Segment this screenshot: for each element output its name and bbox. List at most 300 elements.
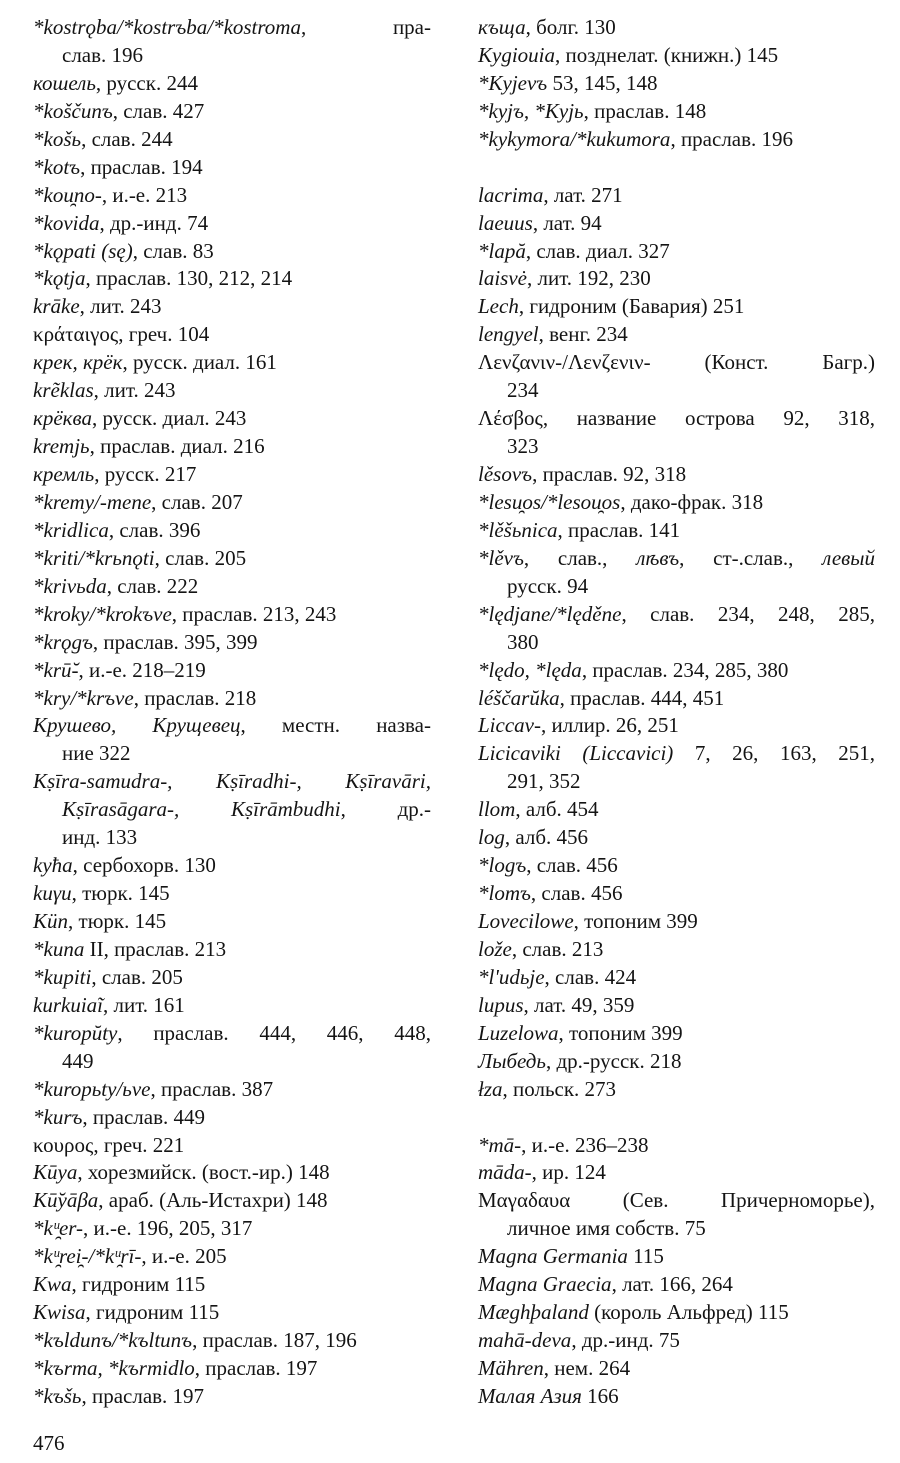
index-entry: [478, 461, 875, 489]
headword: *lěšьnica: [478, 517, 558, 542]
headword: Lovecilowe: [478, 909, 574, 933]
entry-line: [33, 964, 431, 992]
entry-text: , слав. 427: [112, 98, 205, 123]
entry-text: ние 322: [62, 741, 131, 766]
headword: lacrima: [478, 182, 544, 207]
entry-line: [478, 1159, 875, 1187]
entry-line: [33, 1104, 431, 1132]
index-entry: [478, 321, 875, 349]
headword: māda-: [478, 1160, 532, 1185]
entry-line: [478, 1020, 875, 1048]
entry-text: , польск. 273: [502, 1076, 617, 1101]
index-entry: [33, 405, 431, 433]
entry-text: , праслав. 213, 243: [171, 601, 337, 626]
headword: кремль: [33, 462, 95, 486]
entry-text: русск. 94: [507, 573, 589, 598]
index-entry: [478, 936, 875, 964]
entry-line: [478, 1383, 875, 1411]
headword: *kriti/*krьnǫti: [33, 545, 155, 570]
entry-text: , слав. 396: [108, 517, 201, 542]
entry-text: , лит. 243: [93, 378, 176, 403]
headword: mahā-deva: [478, 1328, 572, 1353]
entry-text: , праслав. диал. 216: [89, 434, 265, 459]
entry-line: [478, 182, 875, 210]
index-entry: [478, 601, 875, 657]
headword: *mā-: [478, 1132, 522, 1157]
index-entry: [33, 1243, 431, 1271]
entry-text: , топоним 399: [573, 909, 698, 933]
entry-text: , ир. 124: [531, 1160, 606, 1185]
headword: *lomъ: [478, 881, 531, 906]
headword: Magna Graecia: [478, 1272, 612, 1297]
headword: *kupiti: [33, 964, 92, 989]
entry-line: [478, 573, 875, 601]
entry-text: слав. 196: [62, 42, 144, 67]
headword: lupus: [478, 992, 524, 1017]
entry-line: [478, 265, 875, 293]
headword: *kykymora/*kukumora: [478, 126, 671, 151]
entry-line: [33, 768, 431, 796]
entry-line: [478, 908, 875, 936]
headword: Licicaviki (Liccavici): [478, 741, 674, 766]
entry-text: , слав.,: [523, 545, 637, 570]
index-entry: [33, 489, 431, 517]
entry-line: [33, 1159, 431, 1187]
entry-line: [33, 42, 431, 70]
entry-text: , др.-инд. 75: [571, 1328, 680, 1353]
headword: kyћa: [33, 853, 73, 878]
entry-line: [33, 1383, 431, 1411]
entry-line: [478, 712, 875, 740]
entry-text: , лит. 161: [102, 992, 185, 1017]
entry-line: [478, 601, 875, 629]
entry-line: [33, 852, 431, 880]
entry-text: , праслав. 444, 451: [559, 685, 725, 710]
headword: Крушево, Крущевец: [33, 713, 241, 738]
index-entry: [33, 349, 431, 377]
entry-line: [33, 1132, 431, 1160]
headword: *l'udьje: [478, 964, 545, 989]
index-entry: [33, 1020, 431, 1076]
entry-line: [478, 796, 875, 824]
entry-text: , др.-русск. 218: [545, 1048, 682, 1073]
index-entry: [33, 238, 431, 266]
entry-text: инд. 133: [62, 825, 138, 850]
headword: *kostrǫba/*kostrъba/*kostroma: [33, 15, 301, 39]
index-entry: [478, 517, 875, 545]
entry-line: [478, 433, 875, 461]
entry-line: [478, 321, 875, 349]
entry-line: [478, 489, 875, 517]
headword: *kurъ: [33, 1104, 83, 1129]
entry-line: [33, 14, 431, 42]
entry-line: [33, 265, 431, 293]
index-entry: [33, 517, 431, 545]
entry-line: [478, 964, 875, 992]
entry-line: [478, 1048, 875, 1076]
index-entry: [478, 824, 875, 852]
entry-text: , и.-е. 205: [141, 1244, 227, 1269]
index-entry: [478, 685, 875, 713]
headword: *kuropьty/ьve: [33, 1076, 151, 1101]
index-entry: [33, 1327, 431, 1355]
entry-text: , лит. 243: [79, 294, 162, 319]
entry-line: [478, 852, 875, 880]
index-entry: [33, 265, 431, 293]
headword: Liccav-: [478, 713, 541, 738]
headword: Лыбедь: [478, 1048, 546, 1073]
index-entry: [478, 1048, 875, 1076]
entry-text: личное имя собств. 75: [507, 1216, 706, 1241]
entry-text: , тюрк. 145: [71, 881, 170, 906]
entry-text: κουρος, греч. 221: [33, 1132, 185, 1157]
entry-text: , алб. 456: [504, 825, 589, 850]
entry-line: [33, 238, 431, 266]
entry-text: , слав. 83: [132, 238, 214, 263]
index-entry: [478, 545, 875, 601]
entry-text: , гидроним 115: [85, 1300, 220, 1325]
entry-line: [478, 657, 875, 685]
entry-text: , праслав. 194: [80, 154, 203, 179]
entry-text: , лат. 166, 264: [611, 1272, 733, 1297]
headword: log: [478, 825, 505, 850]
headword: *kǫpati (sę): [33, 238, 133, 263]
headword: laeuus: [478, 210, 533, 235]
index-entry: [478, 852, 875, 880]
entry-text: , и.-е. 218–219: [78, 657, 206, 682]
headword: *košь: [33, 126, 82, 151]
section-gap: [478, 1104, 875, 1132]
entry-text: Λενζανιν-/Λενζενιν- (Конст. Багр.): [478, 350, 875, 375]
entry-text: , праслав. 444, 446, 448,: [117, 1020, 431, 1045]
entry-line: [33, 685, 431, 713]
index-entry: [33, 657, 431, 685]
index-entry: [33, 712, 431, 768]
entry-text: , слав. 234, 248, 285,: [621, 601, 875, 626]
index-entry: [478, 265, 875, 293]
entry-text: , др.-инд. 74: [99, 210, 209, 235]
index-entry: [478, 1327, 875, 1355]
index-entry: [478, 489, 875, 517]
index-entry: [478, 1383, 875, 1411]
entry-line: [33, 126, 431, 154]
entry-line: [33, 210, 431, 238]
entry-text: , болг. 130: [525, 15, 616, 39]
headword: Mæghþaland: [478, 1300, 589, 1325]
index-entry: [33, 629, 431, 657]
index-entry: [33, 461, 431, 489]
section-gap: [478, 154, 875, 182]
entry-text: Μαγαδαυα (Сев. Причерноморье),: [478, 1188, 875, 1213]
headword: lože: [478, 936, 512, 961]
entry-text: , слав. диал. 327: [525, 238, 670, 263]
headword: Kygiouia: [478, 42, 555, 67]
entry-line: [33, 182, 431, 210]
index-entry: [33, 433, 431, 461]
index-entry: [478, 98, 875, 126]
entry-text: , топоним 399: [558, 1020, 683, 1045]
entry-line: [478, 768, 875, 796]
entry-text: , слав. 244: [81, 126, 173, 151]
entry-text: , слав. 207: [151, 489, 243, 514]
entry-text: 53, 145, 148: [547, 70, 658, 95]
index-entry: [478, 992, 875, 1020]
entry-text: 291, 352: [507, 769, 581, 794]
entry-text: , венг. 234: [538, 322, 628, 347]
entry-line: [478, 14, 875, 42]
headword: *kъldunъ/*kъltunъ: [33, 1328, 193, 1353]
entry-line: [478, 1271, 875, 1299]
headword: *lěvъ: [478, 545, 524, 570]
entry-text: 234: [507, 378, 539, 403]
entry-line: [33, 936, 431, 964]
headword: kurkuiaĩ: [33, 992, 103, 1017]
entry-line: [33, 293, 431, 321]
entry-line: [478, 293, 875, 321]
entry-text: , праслав. 387: [150, 1076, 274, 1101]
index-entry: [33, 545, 431, 573]
index-entry: [33, 293, 431, 321]
entry-line: [478, 824, 875, 852]
entry-line: [478, 1187, 875, 1215]
headword: Kū̆yāβa: [33, 1188, 99, 1213]
index-entry: [33, 852, 431, 880]
headword: kremjь: [33, 434, 90, 459]
entry-text: , лит. 192, 230: [526, 266, 651, 291]
headword: *kyjъ, *Kyjь: [478, 98, 584, 123]
index-entry: [33, 321, 431, 349]
index-entry: [33, 880, 431, 908]
entry-text: , праслав. 196: [670, 126, 794, 151]
entry-line: [33, 517, 431, 545]
entry-line: [478, 992, 875, 1020]
index-entry: [478, 293, 875, 321]
index-entry: [478, 42, 875, 70]
entry-line: [478, 629, 875, 657]
entry-line: [478, 349, 875, 377]
entry-line: [33, 824, 431, 852]
entry-text: II, праслав. 213: [84, 936, 227, 961]
index-entry: [33, 573, 431, 601]
headword: *kᵘ̯er-: [33, 1216, 84, 1241]
index-entry: [33, 1383, 431, 1411]
entry-line: [478, 126, 875, 154]
entry-line: [33, 1355, 431, 1383]
entry-text: , хорезмийск. (вост.-ир.) 148: [77, 1160, 330, 1185]
index-entry: [33, 377, 431, 405]
headword: laisvė: [478, 266, 527, 291]
entry-line: [478, 1132, 875, 1160]
index-entry: [33, 1159, 431, 1187]
entry-text: , праслав. 197: [194, 1356, 318, 1380]
index-entry: [33, 98, 431, 126]
entry-line: [478, 461, 875, 489]
headword: łza: [478, 1076, 503, 1101]
entry-text: , нем. 264: [543, 1356, 631, 1380]
entry-line: [33, 1271, 431, 1299]
headword: Kün: [33, 909, 69, 933]
entry-text: , праслав. 130, 212, 214: [85, 266, 293, 291]
entry-text: , лат. 271: [543, 182, 623, 207]
headword: кошель: [33, 70, 96, 95]
entry-line: [478, 70, 875, 98]
entry-line: [478, 936, 875, 964]
entry-text: , русск. диал. 161: [122, 350, 277, 375]
index-entry: [33, 210, 431, 238]
entry-text: , слав. 213: [511, 936, 604, 961]
entry-text: 323: [507, 434, 539, 459]
headword: Kṣīra-samudra-, Kṣīradhi-, Kṣīravāri,: [33, 769, 431, 794]
index-entry: [33, 992, 431, 1020]
headword: *kъrma, *kъrmidlo: [33, 1356, 195, 1380]
entry-text: , слав. 456: [530, 881, 623, 906]
headword: *lędjane/*lęděne: [478, 601, 622, 626]
entry-line: [478, 545, 875, 573]
headword: Kwisa: [33, 1300, 86, 1325]
entry-text: (король Альфред) 115: [588, 1300, 789, 1325]
entry-text: , местн. назва-: [240, 713, 431, 738]
entry-text: , русск. диал. 243: [91, 406, 247, 431]
headword: *logъ: [478, 853, 527, 878]
entry-text: , праслав. 92, 318: [532, 462, 687, 486]
entry-line: [33, 1048, 431, 1076]
entry-line: [33, 405, 431, 433]
entry-line: [478, 880, 875, 908]
entry-text: , лат. 49, 359: [523, 992, 635, 1017]
headword: *lędo, *lęda: [478, 657, 582, 682]
index-column-right: [478, 14, 875, 1411]
entry-text: , русск. 217: [94, 462, 197, 486]
headword: *kry/*krъve: [33, 685, 134, 710]
entry-line: [33, 601, 431, 629]
index-entry: [478, 70, 875, 98]
index-entry: [478, 14, 875, 42]
entry-text: , слав. 222: [106, 573, 199, 598]
entry-text: , тюрк. 145: [68, 909, 167, 933]
entry-line: [33, 321, 431, 349]
index-entry: [33, 1299, 431, 1327]
headword: Малая Азия: [478, 1383, 582, 1408]
headword: kuγu: [33, 881, 72, 906]
entry-line: [33, 1020, 431, 1048]
entry-line: [33, 629, 431, 657]
entry-text: 166: [581, 1383, 619, 1408]
entry-line: [33, 433, 431, 461]
entry-text: , дако-фрак. 318: [620, 489, 764, 514]
headword: Mähren: [478, 1356, 544, 1380]
headword: Lech: [478, 294, 519, 319]
headword: *lapă: [478, 238, 526, 263]
entry-line: [33, 712, 431, 740]
entry-line: [478, 98, 875, 126]
entry-text: , пра-: [300, 15, 431, 39]
entry-text: , гидроним 115: [71, 1272, 206, 1297]
entry-text: , слав. 205: [91, 964, 183, 989]
headword: *kotъ: [33, 154, 81, 179]
headword: левый: [822, 545, 875, 570]
entry-line: [33, 489, 431, 517]
index-entry: [478, 210, 875, 238]
headword: *krivьda: [33, 573, 107, 598]
entry-text: , слав. 205: [154, 545, 247, 570]
entry-text: , сербохорв. 130: [72, 853, 216, 878]
entry-text: , ст-.слав.,: [679, 545, 823, 570]
entry-line: [33, 1076, 431, 1104]
entry-line: [33, 880, 431, 908]
index-entry: [33, 601, 431, 629]
index-entry: [33, 126, 431, 154]
entry-text: , позднелат. (книжн.) 145: [555, 42, 779, 67]
entry-line: [33, 98, 431, 126]
index-entry: [478, 126, 875, 154]
index-entry: [33, 1104, 431, 1132]
entry-line: [478, 405, 875, 433]
entry-text: , русск. 244: [95, 70, 198, 95]
headword: *kᵘ̯rei̯-/*kᵘ̯rī-: [33, 1244, 142, 1269]
entry-line: [33, 1215, 431, 1243]
entry-text: 115: [627, 1244, 664, 1269]
entry-line: [33, 545, 431, 573]
headword: *kremy/-mene: [33, 489, 152, 514]
index-entry: [478, 238, 875, 266]
index-entry: [478, 740, 875, 796]
index-entry: [478, 1020, 875, 1048]
entry-text: , др.-: [340, 797, 431, 822]
entry-line: [33, 796, 431, 824]
page-number: 476: [33, 1431, 65, 1455]
entry-text: , праслав. 148: [583, 98, 707, 123]
entry-line: [33, 573, 431, 601]
index-entry: [478, 1355, 875, 1383]
entry-text: , праслав. 234, 285, 380: [581, 657, 789, 682]
headword: krẽklas: [33, 378, 94, 403]
entry-line: [478, 1076, 875, 1104]
entry-line: [478, 740, 875, 768]
entry-line: [478, 238, 875, 266]
entry-line: [33, 1327, 431, 1355]
index-entry: [478, 657, 875, 685]
entry-text: , слав. 424: [544, 964, 637, 989]
index-column-left: [33, 14, 431, 1411]
headword: *kǫtja: [33, 266, 86, 291]
headword: *kou̯no-: [33, 182, 102, 207]
entry-line: [33, 154, 431, 182]
entry-text: 449: [62, 1048, 94, 1073]
headword: *kroky/*krokъve: [33, 601, 172, 626]
entry-line: [33, 70, 431, 98]
index-entry: [33, 182, 431, 210]
entry-line: [478, 1355, 875, 1383]
entry-line: [33, 1187, 431, 1215]
entry-text: κράταιγος, греч. 104: [33, 322, 210, 347]
entry-line: [478, 1299, 875, 1327]
entry-line: [33, 349, 431, 377]
index-entry: [478, 349, 875, 405]
entry-line: [478, 1243, 875, 1271]
headword: llom: [478, 797, 516, 822]
index-entry: [33, 1271, 431, 1299]
entry-line: [33, 908, 431, 936]
entry-line: [33, 992, 431, 1020]
index-entry: [33, 908, 431, 936]
headword: *Kyjevъ: [478, 70, 548, 95]
entry-text: , праслав. 395, 399: [92, 629, 258, 654]
index-entry: [33, 70, 431, 98]
entry-text: , и.-е. 213: [101, 182, 188, 207]
headword: lěsovъ: [478, 462, 533, 486]
entry-text: , гидроним (Бавария) 251: [518, 294, 745, 319]
index-entry: [33, 964, 431, 992]
